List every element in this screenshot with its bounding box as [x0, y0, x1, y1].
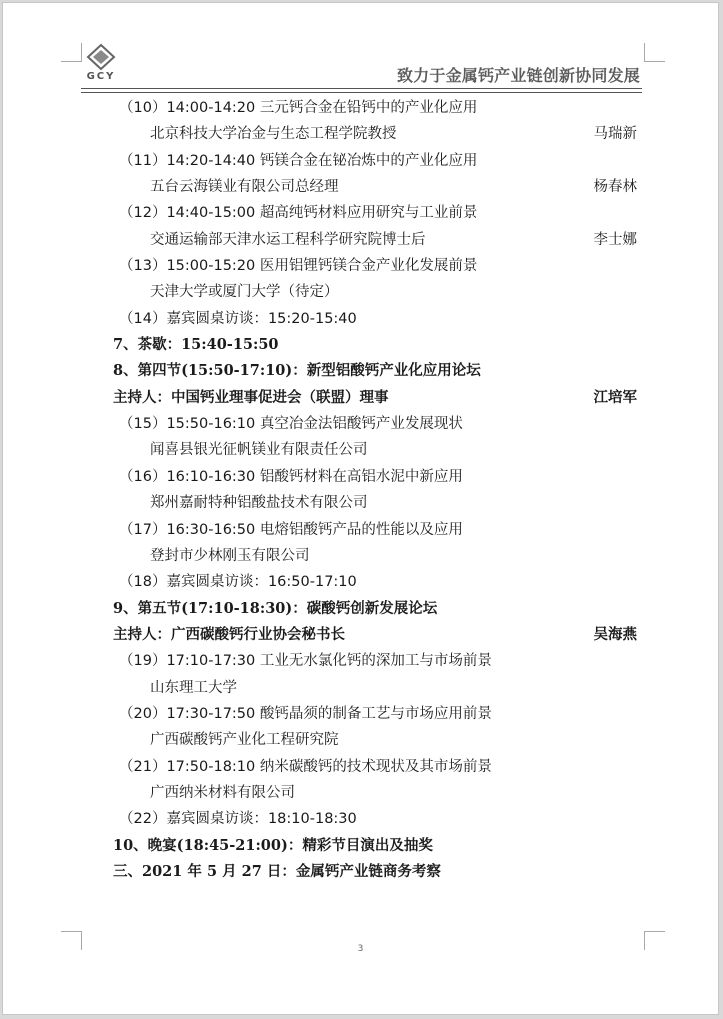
line-text: 8、第四节(15:50-17:10)：新型铝酸钙产业化应用论坛: [113, 362, 481, 380]
line-text: （17）16:30-16:50 电熔铝酸钙产品的性能以及应用: [119, 521, 463, 538]
section-heading: [113, 859, 637, 885]
section-heading: [113, 358, 637, 384]
speaker-name: 李士娜: [593, 231, 637, 248]
speaker-affiliation: [113, 780, 637, 806]
speaker-name: 江培军: [593, 388, 637, 406]
speaker-affiliation: [113, 121, 637, 147]
header-slogan: 致力于金属钙产业链创新协同发展: [396, 66, 640, 85]
line-text: （22）嘉宾圆桌访谈：18:10-18:30: [119, 811, 357, 828]
agenda-item: [113, 569, 637, 595]
line-text: （18）嘉宾圆桌访谈：16:50-17:10: [119, 574, 357, 591]
speaker-affiliation: [113, 227, 637, 253]
line-text: （15）15:50-16:10 真空冶金法铝酸钙产业发展现状: [119, 416, 463, 433]
header-rule-thin: [81, 92, 642, 93]
line-text: （21）17:50-18:10 纳米碳酸钙的技术现状及其市场前景: [119, 758, 492, 775]
line-text: 山东理工大学: [150, 679, 237, 696]
agenda-item: [113, 306, 637, 332]
speaker-name: 杨春林: [593, 179, 637, 196]
line-text: 广西碳酸钙产业化工程研究院: [150, 732, 339, 749]
speaker-affiliation: [113, 727, 637, 753]
line-text: （19）17:10-17:30 工业无水氯化钙的深加工与市场前景: [119, 653, 492, 670]
line-text: （20）17:30-17:50 酸钙晶须的制备工艺与市场应用前景: [119, 705, 492, 722]
speaker-affiliation: [113, 543, 637, 569]
agenda-item: [113, 754, 637, 780]
line-text: 登封市少林刚玉有限公司: [150, 547, 310, 564]
speaker-affiliation: [113, 437, 637, 463]
section-heading: [113, 385, 637, 411]
line-text: 交通运输部天津水运工程科学研究院博士后: [150, 231, 426, 248]
line-text: （11）14:20-14:40 钙镁合金在铋冶炼中的产业化应用: [119, 152, 478, 169]
logo-text: GCY: [86, 71, 116, 81]
line-text: （10）14:00-14:20 三元钙合金在铅钙中的产业化应用: [119, 100, 478, 116]
agenda-item: [113, 148, 637, 174]
section-heading: [113, 332, 637, 358]
section-heading: [113, 596, 637, 622]
agenda-item: [113, 411, 637, 437]
line-text: 9、第五节(17:10-18:30)：碳酸钙创新发展论坛: [113, 599, 438, 617]
crop-mark-top-right: [644, 43, 665, 62]
line-text: 闻喜县银光征帆镁业有限责任公司: [150, 442, 368, 459]
line-text: （16）16:10-16:30 铝酸钙材料在高铝水泥中新应用: [119, 468, 463, 485]
line-text: 天津大学或厦门大学（待定）: [150, 284, 339, 301]
line-text: （13）15:00-15:20 医用铝锂钙镁合金产业化发展前景: [119, 258, 478, 275]
agenda-item: [113, 95, 637, 121]
header-rule: [81, 88, 642, 89]
line-text: （12）14:40-15:00 超高纯钙材料应用研究与工业前景: [119, 205, 478, 222]
agenda-item: [113, 200, 637, 226]
line-text: 北京科技大学冶金与生态工程学院教授: [150, 126, 397, 143]
line-text: 广西纳米材料有限公司: [150, 784, 295, 801]
section-heading: [113, 833, 637, 859]
line-text: 三、2021 年 5 月 27 日：金属钙产业链商务考察: [113, 862, 441, 880]
page-number: 3: [357, 944, 364, 954]
agenda-item: [113, 517, 637, 543]
line-text: 主持人：中国钙业理事促进会（联盟）理事: [113, 388, 389, 406]
speaker-name: 马瑞新: [593, 126, 637, 143]
agenda-item: [113, 253, 637, 279]
speaker-affiliation: [113, 279, 637, 305]
agenda-item: [113, 464, 637, 490]
agenda-item: [113, 648, 637, 674]
line-text: 7、茶歇：15:40-15:50: [113, 336, 279, 354]
speaker-affiliation: [113, 174, 637, 200]
document-page: [2, 2, 719, 1015]
agenda-item: [113, 806, 637, 832]
agenda-content: [113, 95, 637, 885]
speaker-affiliation: [113, 490, 637, 516]
line-text: 郑州嘉耐特种铝酸盐技术有限公司: [150, 495, 368, 512]
line-text: 10、晚宴(18:45-21:00)：精彩节目演出及抽奖: [113, 836, 433, 854]
line-text: （14）嘉宾圆桌访谈：15:20-15:40: [119, 310, 357, 327]
line-text: 五台云海镁业有限公司总经理: [150, 179, 339, 196]
section-heading: [113, 622, 637, 648]
line-text: 主持人：广西碳酸钙行业协会秘书长: [113, 625, 345, 643]
gcy-logo-icon: [79, 43, 123, 81]
agenda-item: [113, 701, 637, 727]
speaker-name: 吴海燕: [593, 625, 637, 643]
speaker-affiliation: [113, 675, 637, 701]
